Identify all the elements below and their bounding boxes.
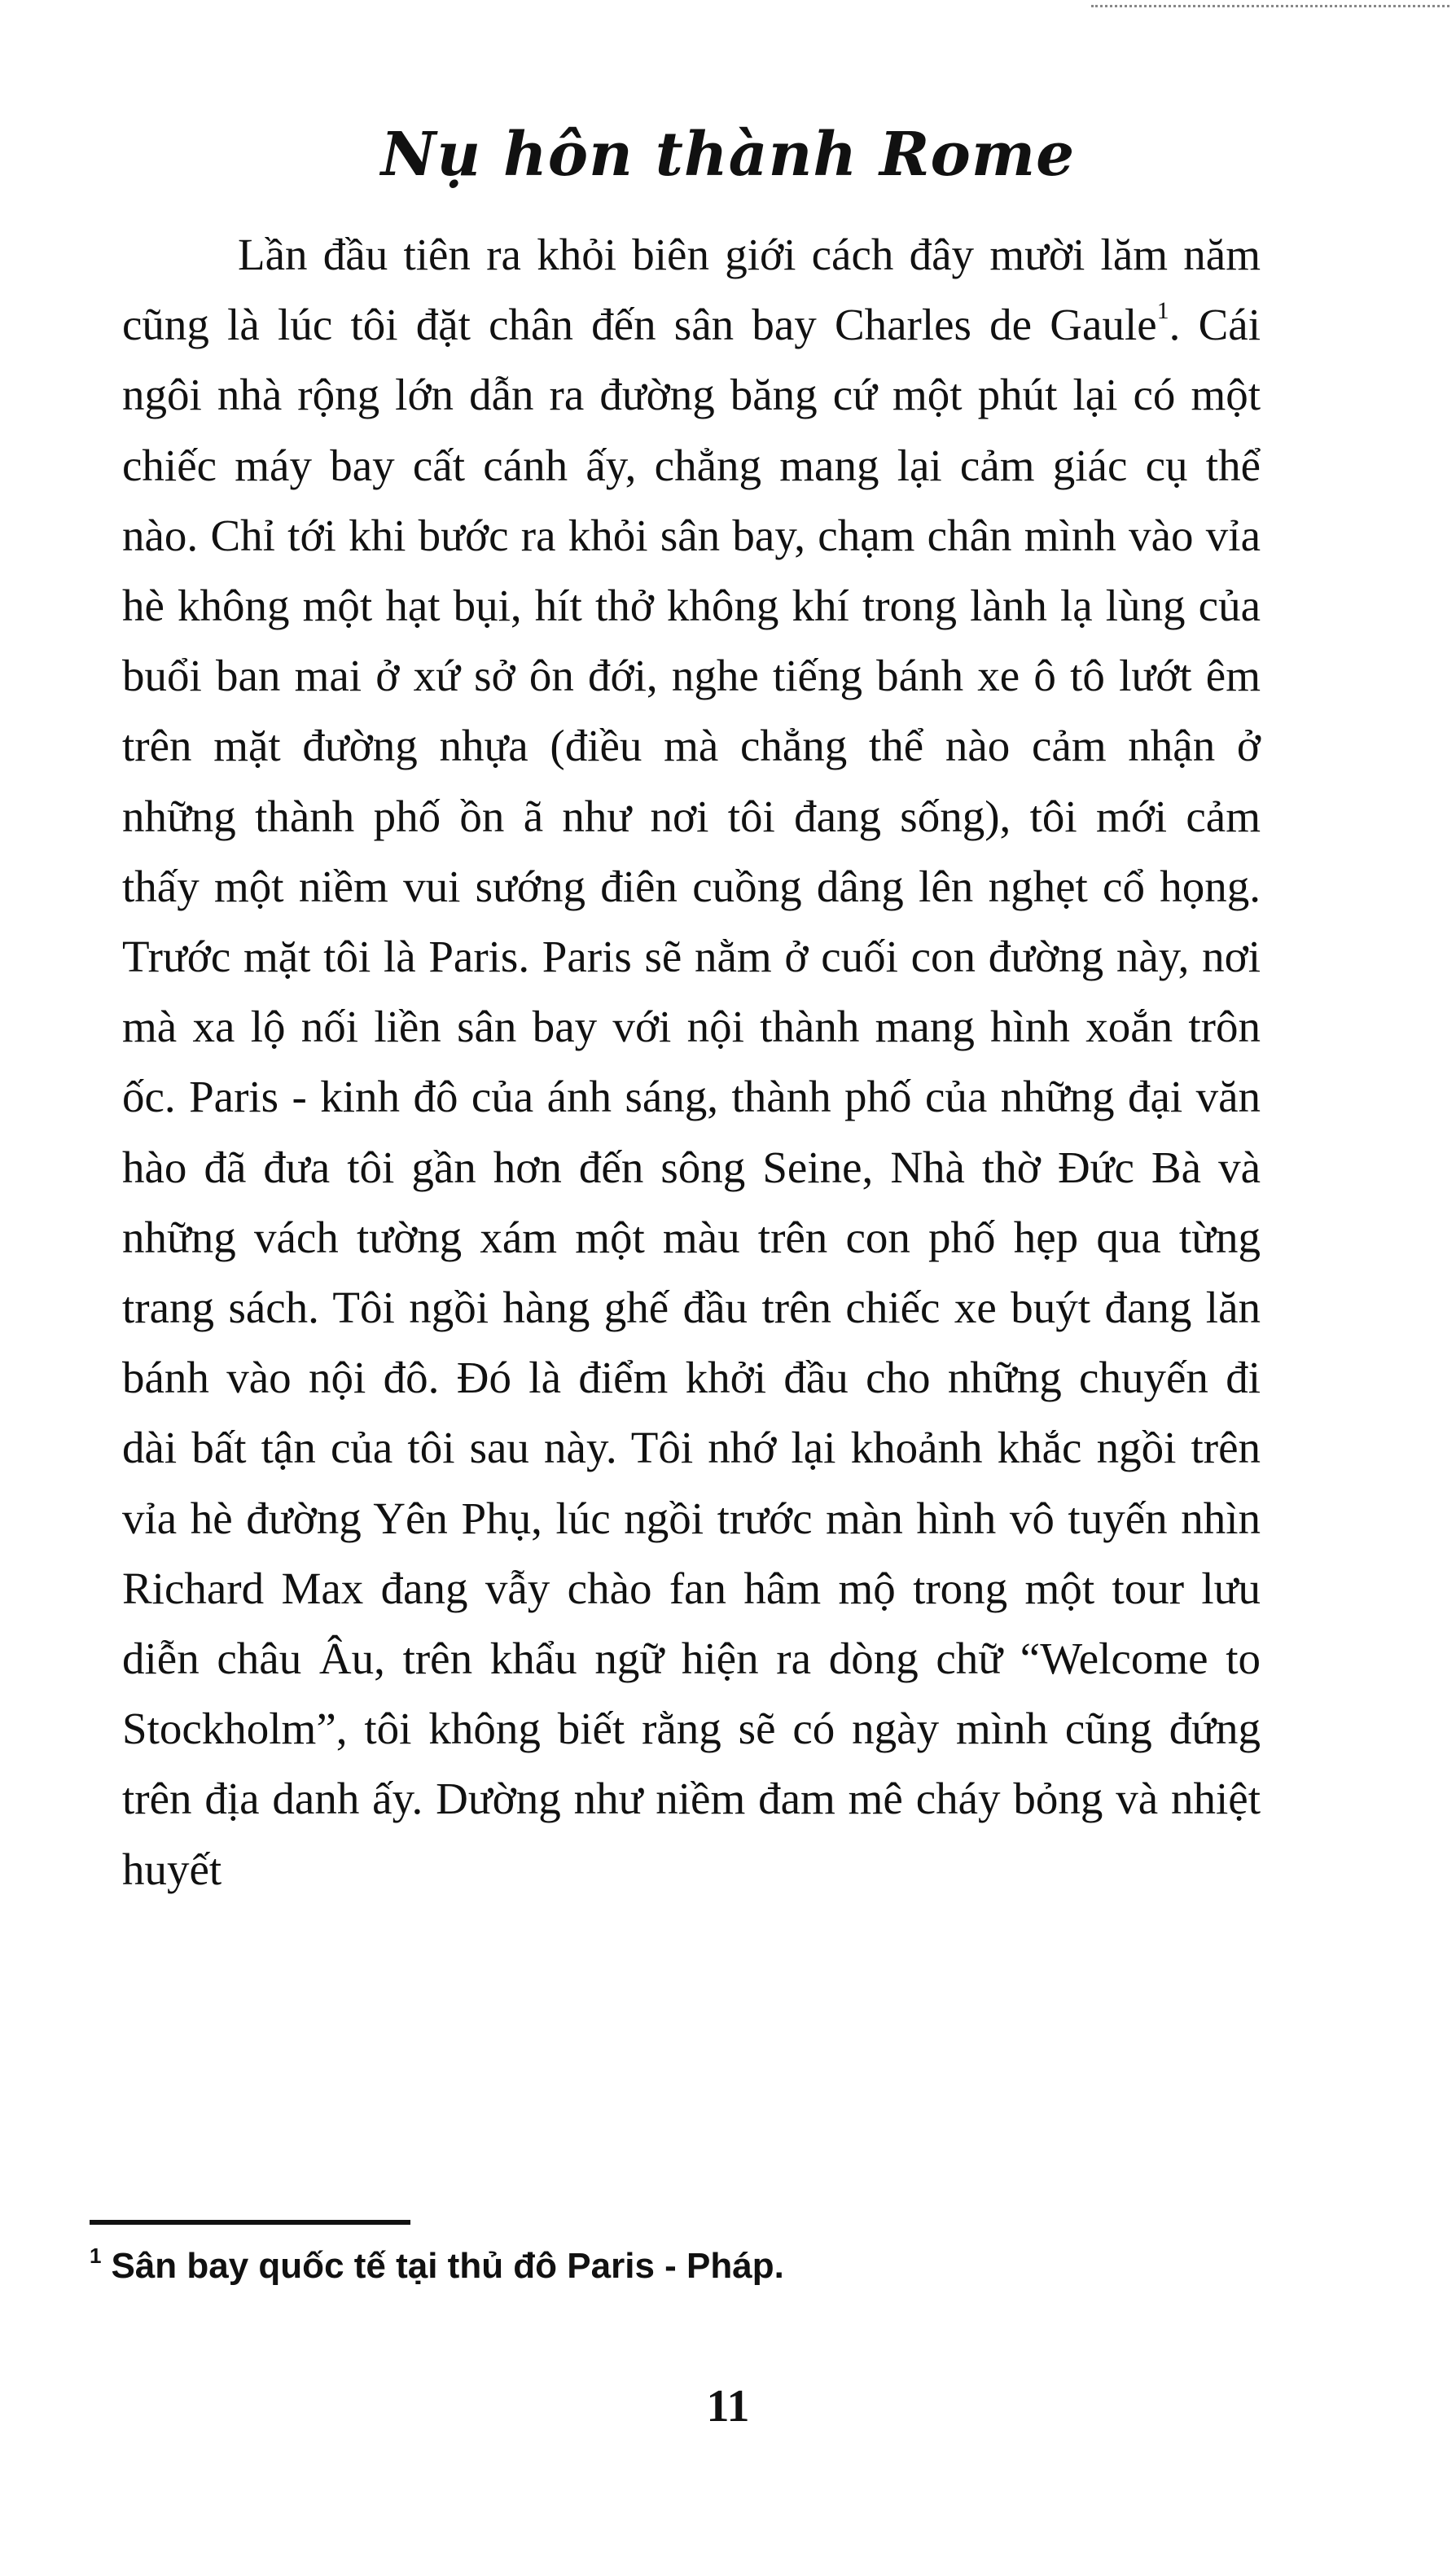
body-text-before-note: Lần đầu tiên ra khỏi biên giới cách đây mười lăm năm cũng là lúc tôi đặt chân đến sân bay Charles de Gaule: [122, 230, 1261, 350]
footnote-text: Sân bay quốc tế tại thủ đô Paris - Pháp.: [111, 2246, 784, 2286]
footnote-reference: 1: [1156, 297, 1169, 325]
footnote-marker: 1: [90, 2243, 102, 2268]
footnote: [90, 2241, 1230, 2292]
top-dotted-rule: [1091, 5, 1449, 7]
footnote-rule: [90, 2220, 410, 2225]
page-number: 11: [706, 2381, 750, 2432]
body-paragraph: [122, 220, 1261, 1905]
body-text-after-note: . Cái ngôi nhà rộng lớn dẫn ra đường băng cứ một phút lại có một chiếc máy bay cất cánh ấy, chẳng mang lại cảm giác cụ thể nào. Chỉ tới khi bước ra khỏi sân bay, chạm chân mình vào vỉa hè không một hạt bụi, hít thở không khí trong lành lạ lùng của buổi ban mai ở xứ sở ôn đới, nghe tiếng bánh xe ô tô lướt êm trên mặt đường nhựa (điều mà chẳng thể nào cảm nhận ở những thành phố ồn ã như nơi tôi đang sống), tôi mới cảm thấy một niềm vui sướng điên cuồng dâng lên nghẹt cổ họng. Trước mặt tôi là Paris. Paris sẽ nằm ở cuối con đường này, nơi mà xa lộ nối liền sân bay với nội thành mang hình xoắn trôn ốc. Paris - kinh đô của ánh sáng, thành phố của những đại văn hào đã đưa tôi gần hơn đến sông Seine, Nhà thờ Đức Bà và những vách tường xám một màu trên con phố hẹp qua từng trang sách. Tôi ngồi hàng ghế đầu trên chiếc xe buýt đang lăn bánh vào nội đô. Đó là điểm khởi đầu cho những chuyến đi dài bất tận của tôi sau này. Tôi nhớ lại khoảnh khắc ngồi trên vỉa hè đường Yên Phụ, lúc ngồi trước màn hình vô tuyến nhìn Richard Max đang vẫy chào fan hâm mộ trong một tour lưu diễn châu Âu, trên khẩu ngữ hiện ra dòng chữ “Welcome to Stockholm”, tôi không biết rằng sẽ có ngày mình cũng đứng trên địa danh ấy. Dường như niềm đam mê cháy bỏng và nhiệt huyết: [122, 300, 1261, 1894]
page-title: Nụ hôn thành Rome: [380, 120, 1076, 190]
